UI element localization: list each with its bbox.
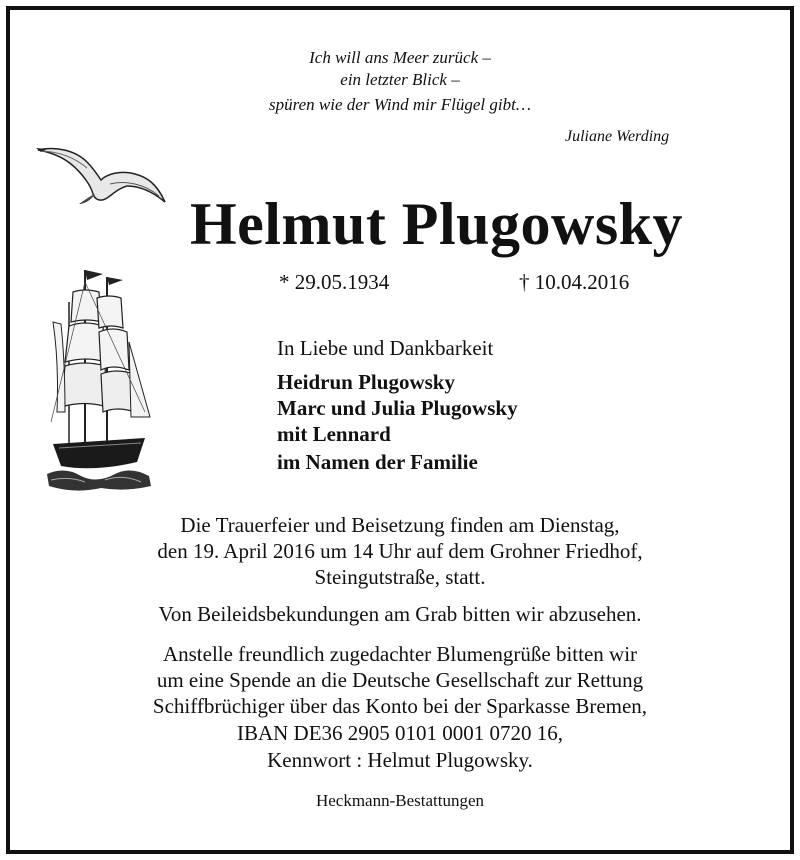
mourners-intro: In Liebe und Dankbarkeit [277,336,494,360]
donation-text: Schiffbrüchiger über das Konto bei der Sparkasse Bremen, [152,694,648,718]
quote-author: Juliane Werding [565,128,670,145]
funeral-text: Die Trauerfeier und Beisetzung finden am Dienstag, [180,513,620,537]
quote-line: Ich will ans Meer zurück – [309,48,491,67]
death-date: † 10.04.2016 [519,270,630,294]
mourner-name: mit Lennard [277,422,391,446]
donation-iban: IBAN DE36 2905 0101 0001 0720 16, [236,721,564,745]
mourner-name: Marc und Julia Plugowsky [277,396,518,420]
quote-line: ein letzter Blick – [340,70,460,89]
deceased-name: Helmut Plugowsky [190,191,684,257]
funeral-text: Steingutstraße, statt. [314,565,486,589]
donation-text: um eine Spende an die Deutsche Gesellschaft zur Rettung [156,668,644,692]
mourner-name: im Namen der Familie [277,450,478,474]
condolences-text: Von Beileidsbekundungen am Grab bitten wir abzusehen. [158,602,642,626]
undertaker-name: Heckmann-Bestattungen [315,791,485,810]
donation-text: Anstelle freundlich zugedachter Blumengrüße bitten wir [162,642,638,666]
funeral-text: den 19. April 2016 um 14 Uhr auf dem Grohner Friedhof, [157,539,643,563]
birth-date: * 29.05.1934 [279,270,390,294]
seagull-icon [35,140,170,210]
sailing-ship-icon [45,262,155,497]
donation-keyword: Kennwort : Helmut Plugowsky. [267,748,533,772]
mourner-name: Heidrun Plugowsky [277,370,455,394]
quote-line: spüren wie der Wind mir Flügel gibt… [269,95,531,114]
